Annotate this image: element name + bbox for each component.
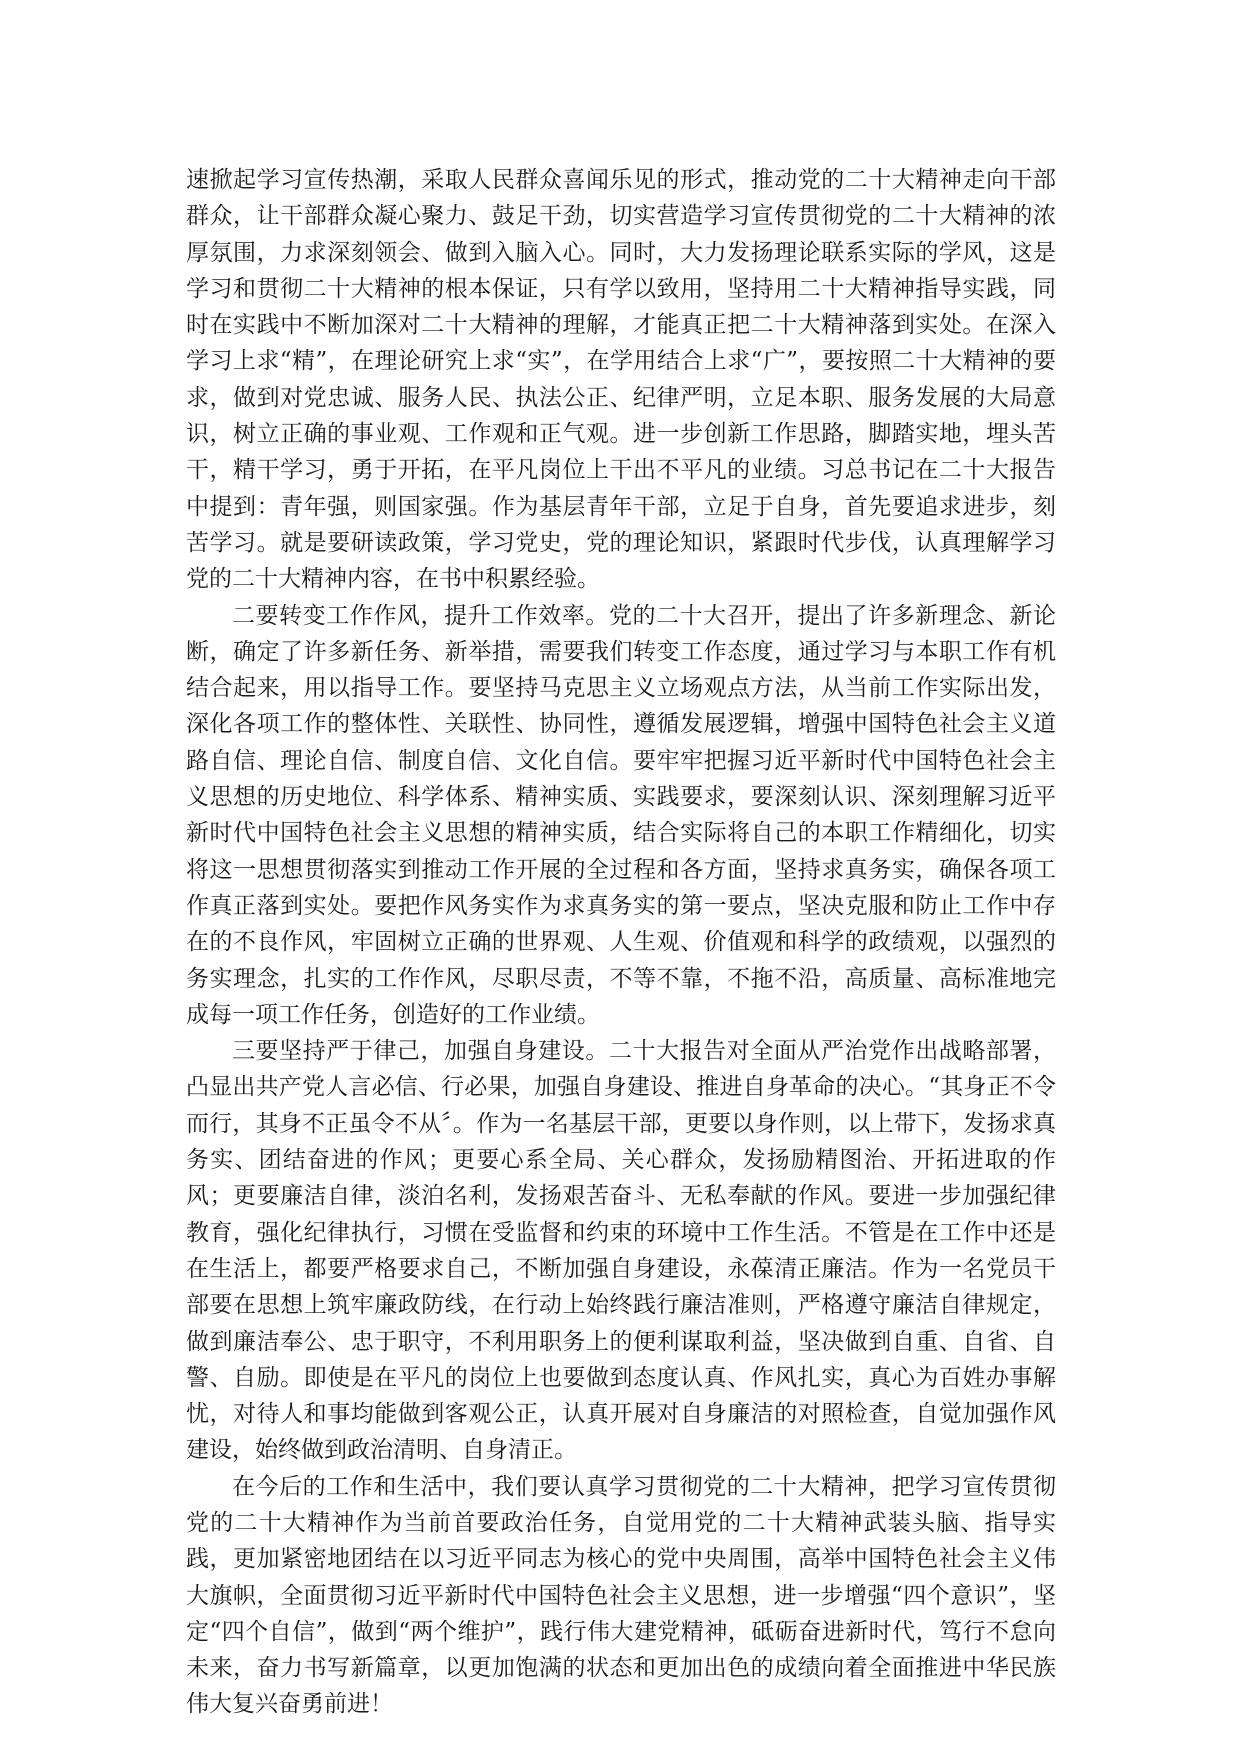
paragraph-2: 二要转变工作作风，提升工作效率。党的二十大召开，提出了许多新理念、新论断，确定了许多新任务、新举措，需要我们转变工作态度，通过学习与本职工作有机结合起来，用以指导工作。要坚持马克思主义立场观点方法，从当前工作实际出发，深化各项工作的整体性、关联性、协同性，遵循发展逻辑，增强中国特色社会主义道路自信、理论自信、制度自信、文化自信。要牢牢把握习近平新时代中国特色社会主义思想的历史地位、科学体系、精神实质、实践要求，要深刻认识、深刻理解习近平新时代中国特色社会主义思想的精神实质，结合实际将自己的本职工作精细化，切实将这一思想贯彻落实到推动工作开展的全过程和各方面，坚持求真务实，确保各项工作真正落到实处。要把作风务实作为求真务实的第一要点，坚决克服和防止工作中存在的不良作风，牢固树立正确的世界观、人生观、价值观和科学的政绩观，以强烈的务实理念，扎实的工作作风，尽职尽责，不等不靠，不拖不沿，高质量、高标准地完成每一项工作任务，创造好的工作业绩。 [186,602,1056,1028]
paragraph-1: 速掀起学习宣传热潮，采取人民群众喜闻乐见的形式，推动党的二十大精神走向干部群众，让干部群众凝心聚力、鼓足干劲，切实营造学习宣传贯彻党的二十大精神的浓厚氛围，力求深刻领会、做到入脑入心。同时，大力发扬理论联系实际的学风，这是学习和贯彻二十大精神的根本保证，只有学以致用，坚持用二十大精神指导实践，同时在实践中不断加深对二十大精神的理解，才能真正把二十大精神落到实处。在深入学习上求“精”，在理论研究上求“实”，在学用结合上求“广”，要按照二十大精神的要求，做到对党忠诚、服务人民、执法公正、纪律严明，立足本职、服务发展的大局意识，树立正确的事业观、工作观和正气观。进一步创新工作思路，脚踏实地，埋头苦干，精干学习，勇于开拓，在平凡岗位上干出不平凡的业绩。习总书记在二十大报告中提到：青年强，则国家强。作为基层青年干部，立足于自身，首先要追求进步，刻苦学习。就是要研读政策，学习党史，党的理论知识，紧跟时代步伐，认真理解学习党的二十大精神内容，在书中积累经验。 [186,167,1056,593]
paragraph-3: 三要坚持严于律己，加强自身建设。二十大报告对全面从严治党作出战略部署，凸显出共产党人言必信、行必果，加强自身建设、推进自身革命的决心。“其身正不令而行，其身不正虽令不从〞。作为一名基层干部，更要以身作则，以上带下，发扬求真务实、团结奋进的作风；更要心系全局、关心群众，发扬励精图治、开拓进取的作风；更要廉洁自律，淡泊名利，发扬艰苦奋斗、无私奉献的作风。要进一步加强纪律教育，强化纪律执行，习惯在受监督和约束的环境中工作生活。不管是在工作中还是在生活上，都要严格要求自己，不断加强自身建设，永葆清正廉洁。作为一名党员干部要在思想上筑牢廉政防线，在行动上始终践行廉洁准则，严格遵守廉洁自律规定，做到廉洁奉公、忠于职守，不利用职务上的便利谋取利益，坚决做到自重、自省、自警、自励。即使是在平凡的岗位上也要做到态度认真、作风扎实，真心为百姓办事解忧，对待人和事均能做到客观公正，认真开展对自身廉洁的对照检查，自觉加强作风建设，始终做到政治清明、自身清正。 [186,1038,1056,1464]
paragraph-4: 在今后的工作和生活中，我们要认真学习贯彻党的二十大精神，把学习宣传贯彻党的二十大精神作为当前首要政治任务，自觉用党的二十大精神武装头脑、指导实践，更加紧密地团结在以习近平同志为核心的党中央周围，高举中国特色社会主义伟大旗帜，全面贯彻习近平新时代中国特色社会主义思想，进一步增强“四个意识”，坚定“四个自信”，做到“两个维护”，践行伟大建党精神，砥砺奋进新时代，笃行不怠向未来，奋力书写新篇章，以更加饱满的状态和更加出色的成绩向着全面推进中华民族伟大复兴奋勇前进！ [186,1473,1056,1718]
document-body [186,162,1056,1723]
